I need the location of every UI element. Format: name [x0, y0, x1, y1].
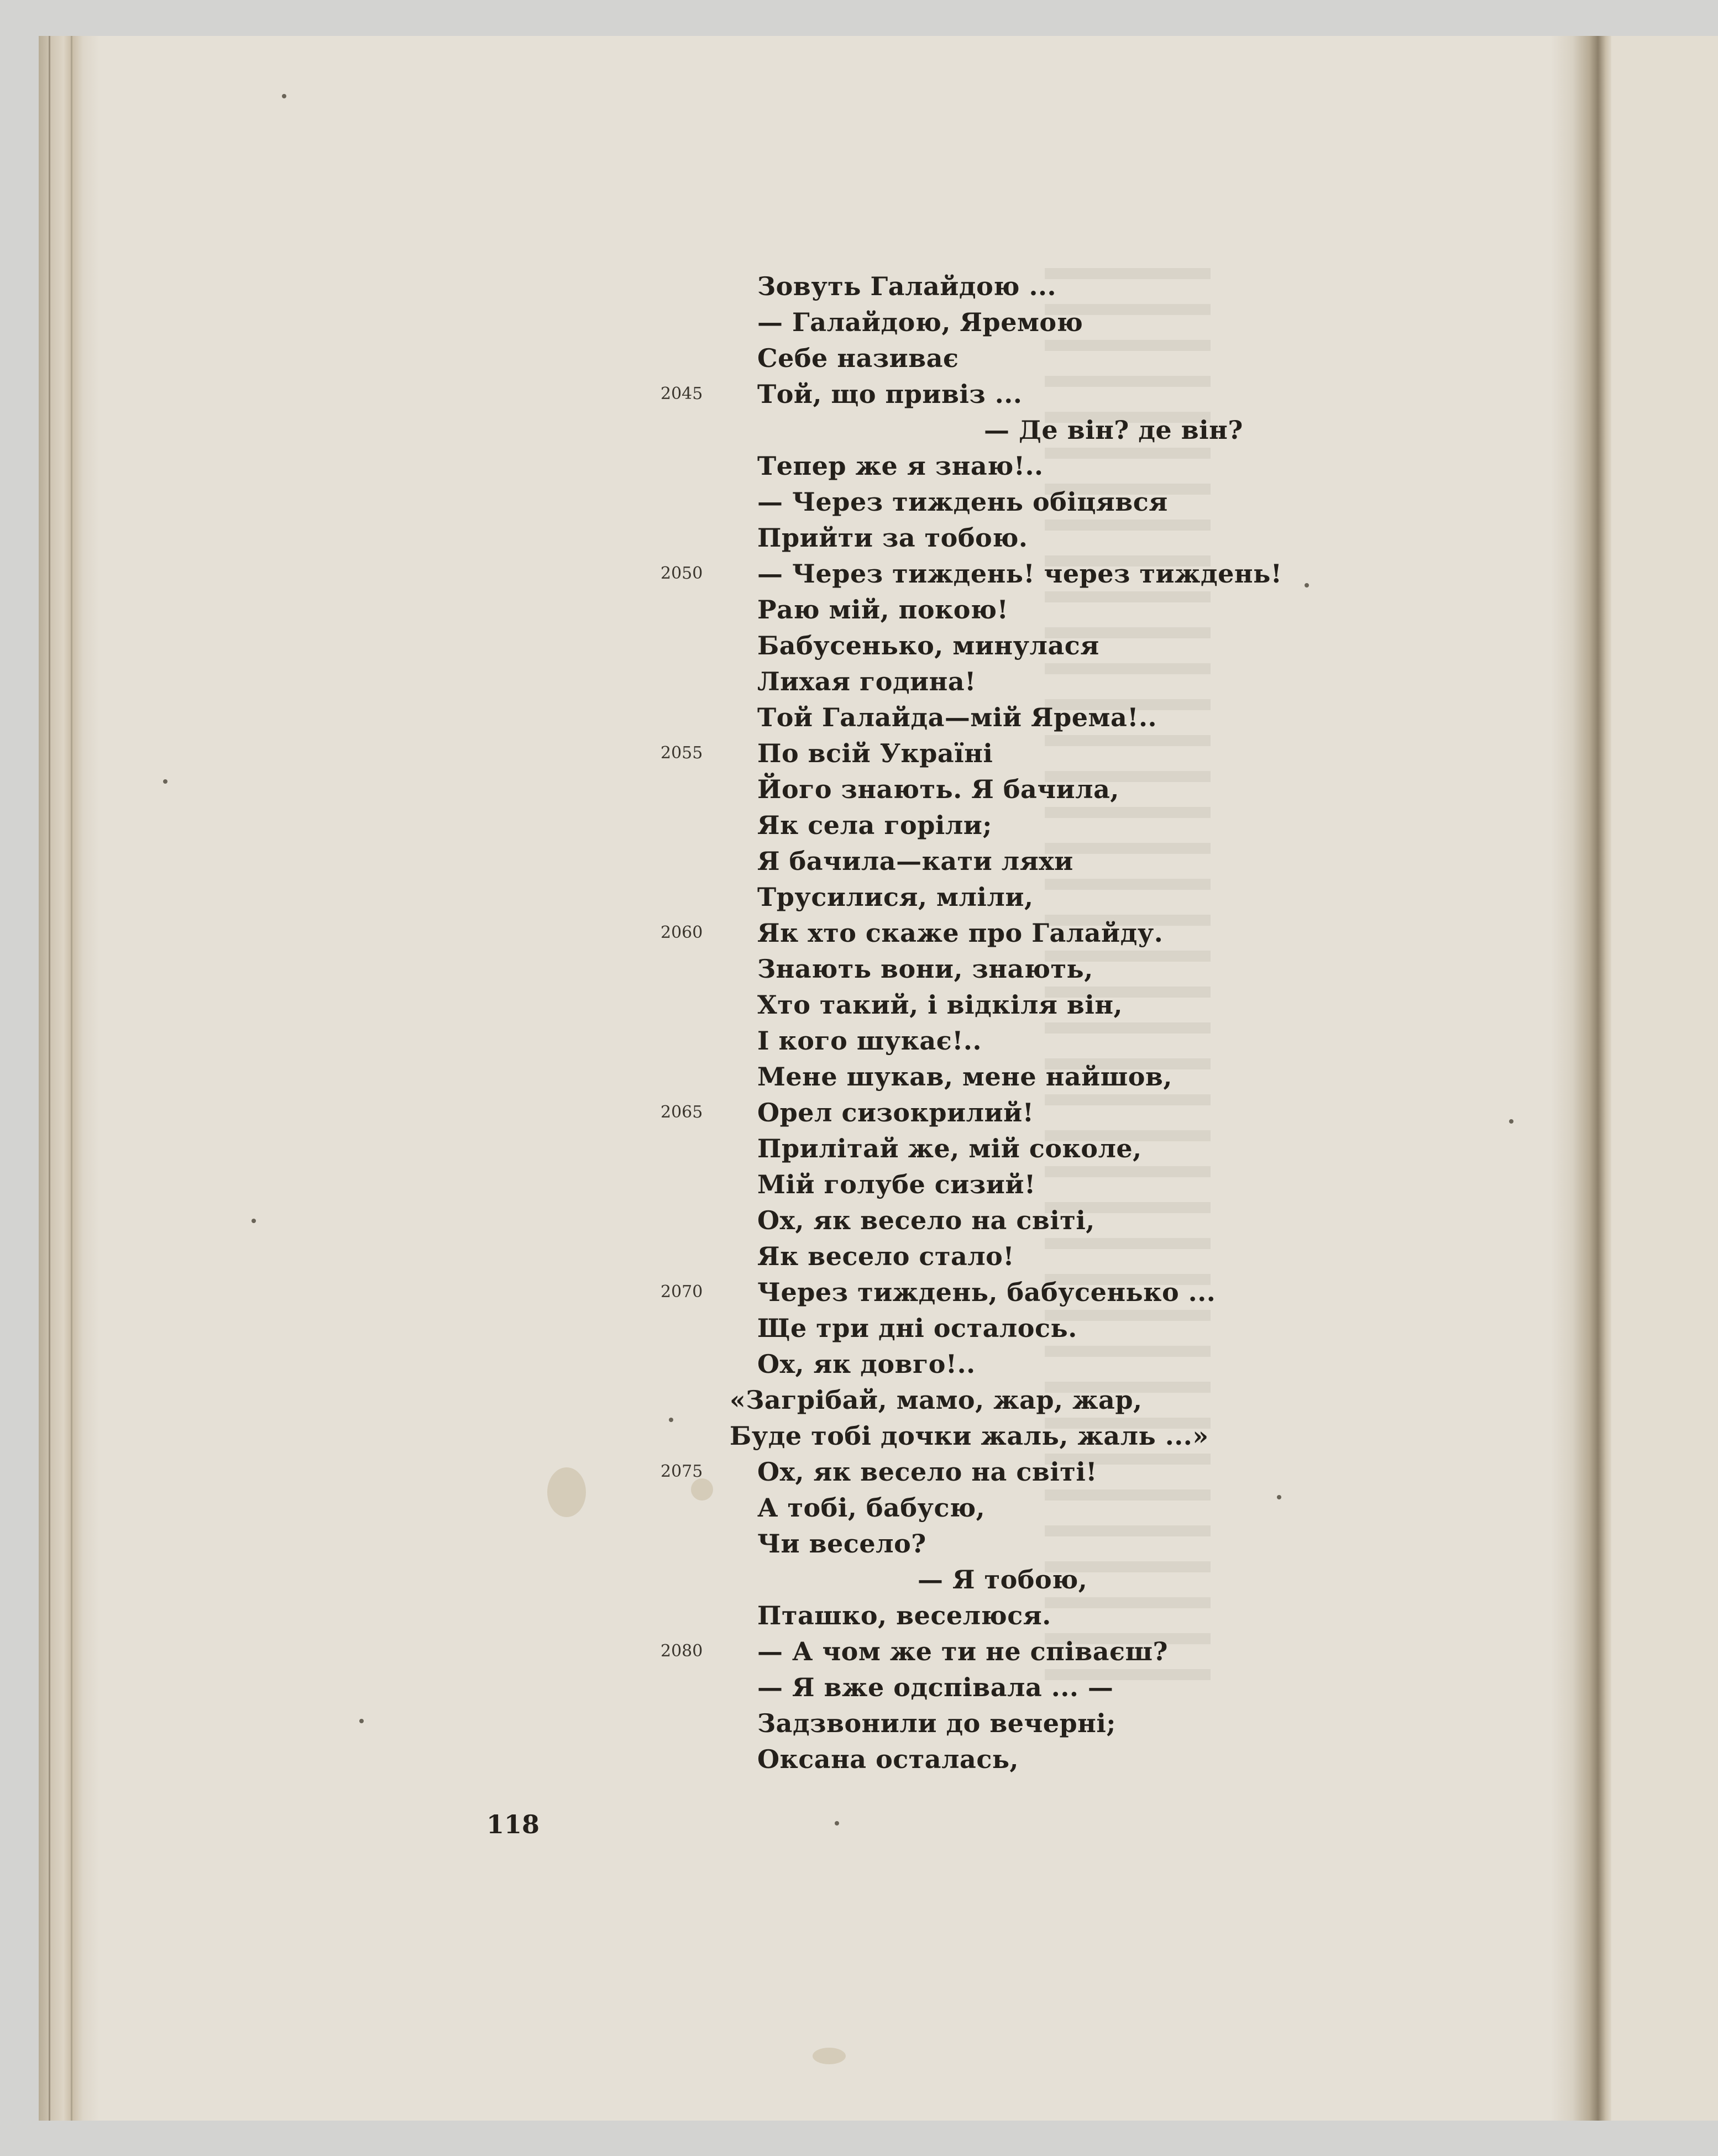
- poem-line: Оксана осталась,: [757, 1744, 1019, 1774]
- poem-line: Через тиждень, бабусенько ...: [757, 1277, 1216, 1307]
- poem-line: Знають вони, знають,: [757, 954, 1093, 984]
- poem-line: «Загрібай, мамо, жар, жар,: [730, 1385, 1143, 1415]
- line-number: 2065: [661, 1103, 703, 1122]
- poem-line: Чи весело?: [757, 1529, 926, 1559]
- poem-line: — Де він? де він?: [984, 415, 1243, 445]
- poem-line: Себе називає: [757, 343, 959, 373]
- poem-line: — Через тиждень обіцявся: [757, 487, 1168, 517]
- poem-line: — Я тобою,: [918, 1565, 1088, 1594]
- poem-line: Той, що привіз ...: [757, 379, 1023, 409]
- line-number: 2045: [661, 384, 703, 403]
- poem-line: Прийти за тобою.: [757, 523, 1028, 553]
- poem-line: Буде тобі дочки жаль, жаль ...»: [730, 1421, 1209, 1451]
- line-number: 2060: [661, 923, 703, 942]
- poem-line: — А чом же ти не співаєш?: [757, 1636, 1168, 1666]
- line-number: 2050: [661, 564, 703, 583]
- line-number: 2075: [661, 1462, 703, 1481]
- poem-line: Тепер же я знаю!..: [757, 451, 1044, 481]
- poem-line: Бабусенько, минулася: [757, 631, 1099, 660]
- poem-line: Раю мій, покою!: [757, 595, 1009, 625]
- poem-line: Прилітай же, мій соколе,: [757, 1134, 1142, 1163]
- page-number: 118: [486, 1809, 540, 1839]
- poem-line: Мій голубе сизий!: [757, 1169, 1036, 1199]
- scanned-page: [39, 36, 1718, 2121]
- line-number: 2080: [661, 1641, 703, 1661]
- line-number: 2070: [661, 1282, 703, 1302]
- poem-text: [39, 36, 1718, 2121]
- poem-line: Пташко, веселюся.: [757, 1601, 1051, 1630]
- poem-line: І кого шукає!..: [757, 1026, 982, 1056]
- poem-line: Як весело стало!: [757, 1241, 1015, 1271]
- poem-line: Я бачила—кати ляхи: [757, 846, 1073, 876]
- poem-line: Як села горіли;: [757, 810, 992, 840]
- poem-line: А тобі, бабусю,: [757, 1493, 986, 1523]
- poem-line: Ох, як весело на світі!: [757, 1457, 1097, 1487]
- poem-line: Ох, як весело на світі,: [757, 1205, 1095, 1235]
- poem-line: Той Галайда—мій Ярема!..: [757, 702, 1157, 732]
- poem-line: — Галайдою, Яремою: [757, 307, 1083, 337]
- poem-line: Орел сизокрилий!: [757, 1098, 1034, 1127]
- poem-line: Ще три дні осталось.: [757, 1313, 1077, 1343]
- poem-line: Як хто скаже про Галайду.: [757, 918, 1164, 948]
- poem-line: Трусилися, мліли,: [757, 882, 1034, 912]
- line-number: 2055: [661, 743, 703, 763]
- poem-line: Його знають. Я бачила,: [757, 774, 1119, 804]
- poem-line: Лихая година!: [757, 667, 976, 696]
- poem-line: Мене шукав, мене найшов,: [757, 1062, 1172, 1092]
- poem-line: Ох, як довго!..: [757, 1349, 976, 1379]
- poem-line: По всій Україні: [757, 738, 993, 768]
- poem-line: Зовуть Галайдою ...: [757, 271, 1056, 301]
- poem-line: — Через тиждень! через тиждень!: [757, 559, 1282, 589]
- poem-line: Задзвонили до вечерні;: [757, 1708, 1116, 1738]
- poem-line: Хто такий, і відкіля він,: [757, 990, 1123, 1020]
- poem-line: — Я вже одспівала ... —: [757, 1672, 1114, 1702]
